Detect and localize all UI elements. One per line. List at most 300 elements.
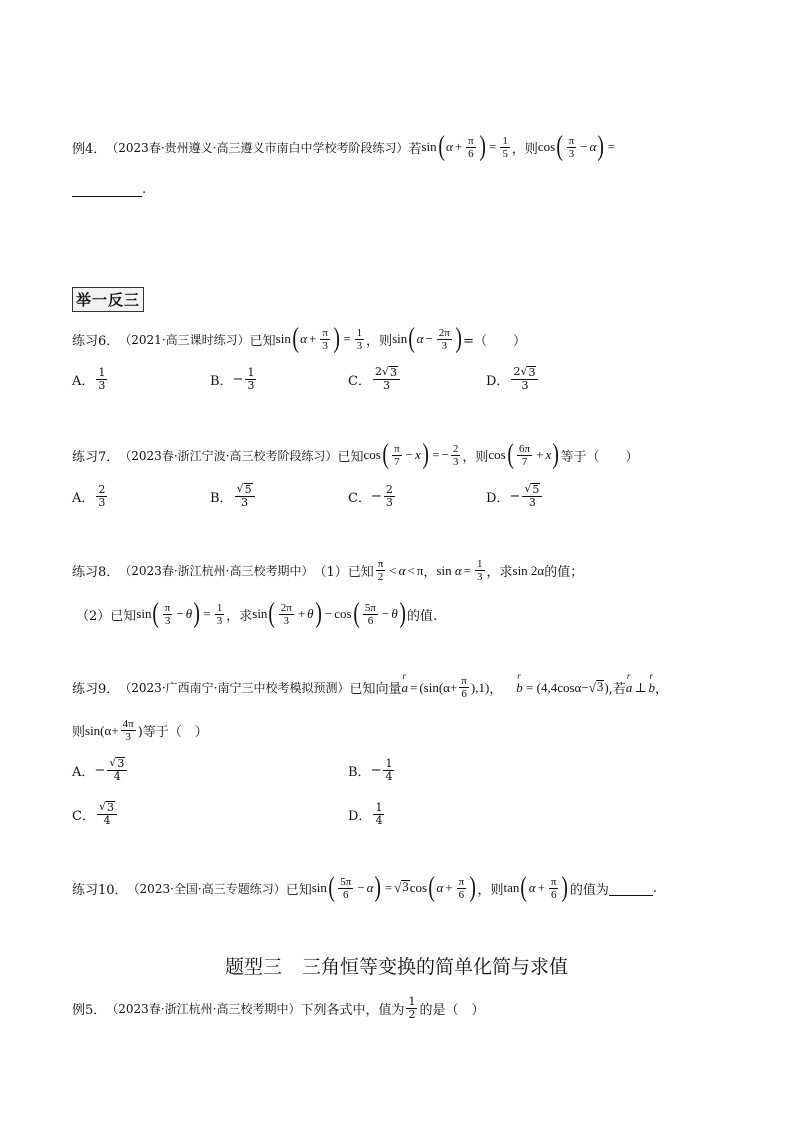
math-token [522, 483, 542, 497]
practice-9-choices-row-2 [72, 801, 386, 827]
ex4-comma: ，则 [511, 141, 538, 157]
p8-ask1b: 的值； [544, 565, 584, 580]
p9-choices-0-root: 3 [117, 757, 125, 770]
p8-theta: θ [391, 606, 398, 621]
ex4-six: 6 [468, 147, 474, 160]
p10-minus: − [357, 880, 365, 895]
section-title [0, 952, 793, 979]
p9-root: 3 [596, 678, 604, 694]
ex4-sin: sin [421, 139, 437, 154]
p8-sep: ， [423, 565, 437, 580]
math-token: ( [428, 872, 436, 903]
p7-neg: − [441, 447, 449, 462]
ex4-minus: − [580, 139, 588, 154]
math-token: √ 3 [109, 756, 125, 770]
p8-pi: π [377, 558, 384, 570]
ex4-cos: cos [537, 139, 556, 154]
example-4-target [538, 133, 617, 161]
math-token: √ 3 [98, 800, 114, 814]
example-4-formula [421, 133, 511, 161]
math-token: ( [507, 439, 514, 470]
p6-sin: sin [275, 331, 291, 346]
p8-three: 3 [164, 614, 171, 627]
p7-x: x [415, 447, 421, 462]
practice-9-question [72, 718, 733, 743]
p10-six: 6 [550, 888, 557, 901]
math-token [373, 802, 384, 827]
p10-source: （2023·全国·高三专题练习） [127, 881, 286, 896]
p8-three: 3 [477, 571, 483, 583]
math-token: ( [328, 872, 335, 903]
example-4 [72, 133, 733, 161]
p8-part1: （1）已知 [313, 565, 374, 580]
p8-source: （2023春·浙江杭州·高三校考期中） [119, 564, 314, 578]
choice-b[interactable] [210, 483, 348, 509]
p8-one: 1 [216, 601, 223, 614]
math-token [384, 484, 395, 509]
math-token [500, 135, 510, 160]
p8-label: 练习8． [72, 565, 120, 580]
math-token [517, 443, 532, 468]
math-token: ( [152, 598, 160, 629]
answer-blank [609, 881, 653, 896]
p8-theta: θ [307, 606, 314, 621]
p10-eq: = [384, 880, 393, 895]
math-token [163, 602, 173, 627]
ex4-alpha: α [589, 139, 597, 154]
p10-alpha: α [436, 880, 444, 895]
p7-choices-0-letter: A． [72, 490, 95, 506]
math-token: ) [552, 439, 560, 470]
p8-two: 2 [377, 571, 384, 583]
p7-two: 2 [452, 442, 459, 455]
practice-6 [72, 325, 733, 353]
p7-choices-1-root: 5 [244, 483, 252, 496]
p8-ask2: ，求 [226, 608, 253, 624]
p7-choices-2-num: 2 [385, 482, 393, 496]
p7-source: （2023春·浙江宁波·高三校考阶段练习） [119, 448, 338, 463]
p6-one: 1 [356, 326, 363, 339]
p6-choices-1-sign: − [232, 371, 244, 387]
math-token [437, 327, 452, 352]
math-token [451, 443, 461, 468]
math-token: ) [561, 872, 569, 903]
math-token [96, 484, 107, 509]
math-token [85, 718, 138, 743]
ex5-source: （2023春·浙江杭州·高三校考期中） [106, 1002, 301, 1016]
math-token [459, 675, 469, 700]
p9-choices-3-letter: D． [348, 808, 372, 824]
math-token [107, 757, 127, 783]
example-4-label: 例4． [72, 141, 107, 157]
p8-alpha: α [398, 562, 406, 578]
section-heading: 三角恒等变换的简单化简与求值 [302, 956, 569, 978]
p8-sin: sin [252, 606, 268, 621]
p8-plus: + [297, 606, 306, 621]
math-token [235, 483, 255, 497]
p7-cos: cos [363, 447, 381, 462]
math-token [245, 367, 256, 392]
p9-choices-2-den: 4 [103, 814, 111, 827]
math-token: ) [314, 598, 322, 629]
p6-minus: − [425, 331, 433, 346]
practice-8-part-2 [76, 600, 733, 628]
p7-plus: + [536, 447, 544, 462]
p10-root: 3 [402, 879, 409, 894]
p8-pi: π [164, 601, 171, 614]
p9-choices-1-num: 1 [385, 756, 393, 770]
p10-end: . [652, 880, 657, 896]
p9-choices-0-den: 4 [113, 770, 121, 783]
p10-pi: π [458, 875, 465, 888]
p7-choices-0-num: 2 [98, 482, 106, 496]
p8-lt2: < [407, 562, 415, 578]
p6-choices-3-den: 3 [521, 379, 529, 392]
math-token [215, 602, 225, 627]
math-token [376, 558, 386, 583]
p9-bvec2: ) [604, 679, 609, 695]
p8-ask1a: ，求 [486, 565, 513, 580]
math-token: ( [292, 323, 299, 354]
math-token: ) [333, 323, 340, 354]
math-token [279, 602, 294, 627]
p10-comma: ，则 [477, 882, 504, 898]
p9-a: a [625, 679, 633, 695]
p7-eq: = [432, 447, 440, 462]
math-token: √ 5 [236, 482, 252, 496]
p9-text: 已知向量 [349, 682, 402, 697]
math-token: ) [374, 872, 382, 903]
p6-alpha: α [416, 331, 424, 346]
p9-cond: ,若 [608, 682, 626, 697]
math-token: ( [520, 872, 528, 903]
ex5-two: 2 [408, 1008, 416, 1021]
p8-minus: − [324, 606, 333, 621]
p9-avec2: ),1) [470, 679, 490, 695]
p9-arrowb: r [517, 670, 521, 681]
p7-text: 已知 [337, 449, 364, 465]
ex4-plus: + [454, 139, 463, 154]
p6-choices-1-den: 3 [247, 378, 255, 392]
math-token [235, 483, 255, 509]
p7-choices-2-den: 3 [385, 495, 393, 509]
p9-perp: ⊥ [634, 679, 647, 695]
p6-pi: π [322, 326, 328, 339]
math-token [136, 600, 226, 628]
math-token [383, 758, 394, 783]
p10-alpha: α [528, 880, 536, 895]
ex4-eq2: = [607, 139, 615, 154]
p9-choices-2-letter: C． [72, 808, 95, 824]
p9-choices-1-letter: B． [348, 764, 371, 780]
math-token: ( [556, 131, 564, 162]
p6-choices-2-den: 3 [382, 379, 390, 392]
p8-six: 6 [367, 614, 374, 627]
p10-text: 已知 [285, 882, 312, 898]
p7-choices-3-den: 3 [528, 496, 536, 509]
p7-tail: 等于（ ） [560, 449, 639, 465]
p8-ask2b: 的值. [407, 608, 438, 624]
math-token: √ 3 [381, 365, 397, 379]
example-4-source: （2023春·贵州遵义·高三遵义市南白中学校考阶段练习） [106, 140, 409, 155]
p10-label: 练习10． [72, 882, 128, 898]
math-token [522, 483, 542, 509]
math-token [312, 874, 478, 902]
p6-tail: =（ ） [463, 333, 527, 349]
p7-comma: ，则 [462, 449, 489, 465]
ex4-eq: = [489, 139, 497, 154]
math-token: ) [422, 439, 429, 470]
p6-three: 3 [356, 339, 363, 352]
ex5-text: 下列各式中，值为 [300, 1003, 405, 1018]
math-token [457, 876, 467, 901]
p6-text: 已知 [249, 333, 276, 349]
p8-pi2: π [416, 562, 424, 578]
p6-sin: sin [392, 331, 408, 346]
ex5-label: 例5． [72, 1003, 107, 1018]
math-token [363, 441, 462, 469]
p6-source: （2021·高三课时练习） [119, 332, 250, 347]
p9-choices-0-letter: A． [72, 764, 95, 780]
p6-choices-0-num: 1 [98, 365, 106, 379]
p9-arrowa: r [402, 670, 406, 681]
math-token [252, 600, 407, 628]
p9-choices-3-num: 1 [375, 800, 383, 814]
p7-choices-3-sign: − [509, 488, 521, 504]
p8-theta: θ [185, 606, 193, 621]
p9-fourpi: 4π [122, 718, 134, 730]
p9-choices-0-sign: − [94, 762, 106, 778]
p6-choices-1-num: 1 [247, 365, 255, 379]
p10-plus: + [537, 880, 545, 895]
p9-choices-1-sign: − [370, 762, 382, 778]
p6-choices-0-letter: A． [72, 373, 95, 389]
p10-six: 6 [458, 888, 465, 901]
math-token [392, 325, 463, 353]
math-token: ) [455, 323, 462, 354]
p9-b: b [516, 679, 523, 695]
p10-six: 6 [343, 888, 349, 901]
ex4-one: 1 [502, 134, 508, 147]
math-token: √ 3 [588, 678, 604, 695]
p10-pi: π [550, 875, 557, 888]
p8-eq: = [203, 606, 211, 621]
p9-then: 则 [72, 725, 86, 740]
choice-d[interactable] [348, 802, 386, 827]
p9-bvec1: = (4,4cosα− [526, 679, 589, 695]
p9-sep: ， [489, 682, 503, 697]
ex4-end: . [142, 182, 147, 197]
ex4-alpha: α [445, 139, 453, 154]
math-token: ( [408, 323, 416, 354]
p7-label: 练习7． [72, 449, 120, 465]
math-token: ) [597, 131, 605, 162]
p8-sin: sin [136, 606, 152, 621]
p9-avec1: (sin(α+ [419, 679, 458, 695]
math-token [401, 670, 490, 700]
ex5-one: 1 [408, 995, 416, 1008]
math-token: √ 3 [394, 879, 409, 895]
p6-three: 3 [322, 339, 328, 352]
math-token [511, 366, 538, 392]
practice-7 [72, 441, 733, 469]
p6-choices-2-letter: C． [348, 373, 371, 389]
math-token [107, 757, 127, 771]
p7-choices-0-den: 3 [98, 495, 106, 509]
math-token [97, 801, 117, 827]
choice-a[interactable] [72, 757, 348, 783]
p7-minus: − [405, 447, 414, 462]
math-token: ( [382, 439, 389, 470]
p9-tail: )等于（ ） [137, 725, 208, 740]
p9-b: b [648, 679, 656, 695]
math-token [625, 670, 633, 696]
math-token [373, 366, 400, 380]
p9-arrowb: r [649, 670, 654, 681]
practice-9-choices-row-1 [72, 757, 396, 783]
ex4-pi: π [468, 134, 474, 147]
math-token [511, 366, 538, 380]
p6-choices-2-root: 3 [389, 366, 397, 379]
math-token [276, 325, 366, 353]
math-token [320, 327, 330, 352]
p9-sin: sin(α+ [85, 722, 119, 738]
p8-twopi: 2π [280, 601, 292, 614]
p8-eq: = [463, 562, 471, 578]
example-4-text: 若 [408, 141, 422, 157]
p8-cos: cos [334, 606, 352, 621]
math-token: ) [193, 598, 201, 629]
math-token: ( [438, 131, 445, 162]
p7-x: x [545, 447, 552, 462]
choice-c[interactable] [348, 484, 486, 509]
p6-choices-1-letter: B． [210, 373, 233, 389]
p10-tan: tan [503, 880, 520, 895]
ex4-three: 3 [568, 147, 575, 160]
p9-eq: = [409, 679, 418, 695]
p8-three: 3 [283, 614, 290, 627]
p9-source: （2023·广西南宁·南宁三中校考模拟预测） [119, 681, 350, 695]
math-token [97, 801, 117, 815]
p6-comma: ，则 [366, 333, 393, 349]
p9-a: a [401, 679, 408, 695]
p8-one: 1 [477, 558, 483, 570]
p7-cos: cos [488, 447, 506, 462]
p8-sin: sin [436, 562, 452, 578]
math-token [567, 135, 577, 160]
math-token [516, 670, 523, 696]
math-token [475, 558, 485, 583]
p6-choices-3-root: 3 [528, 366, 536, 379]
p7-three: 3 [452, 455, 459, 468]
math-token [392, 443, 402, 468]
p10-tail: 的值为 [569, 882, 609, 898]
choice-d[interactable] [486, 483, 544, 509]
p6-eq: = [343, 331, 351, 346]
p6-choices-0-den: 3 [98, 378, 106, 392]
p8-fivepi: 5π [364, 601, 376, 614]
math-token [121, 718, 136, 743]
practice-8-part-1 [72, 558, 733, 583]
math-token [373, 366, 400, 392]
practice-9 [72, 670, 733, 700]
ex5-tail: 的是（ ） [419, 1003, 485, 1018]
practice-10 [72, 874, 733, 902]
p10-alpha: α [366, 880, 374, 895]
math-token: ) [399, 598, 406, 629]
p7-choices-1-letter: B． [210, 490, 233, 506]
math-token [374, 558, 424, 583]
p8-lt: < [389, 562, 397, 578]
p9-arrowa: r [626, 670, 631, 681]
section-tag: 举一反三 [72, 287, 144, 312]
math-token [363, 602, 378, 627]
p9-choices-1-den: 4 [385, 769, 393, 783]
choice-b[interactable] [210, 367, 348, 392]
choice-b[interactable] [348, 758, 396, 783]
math-token [648, 670, 656, 696]
choice-c[interactable] [348, 366, 486, 392]
math-token [401, 670, 408, 696]
math-token: √ 5 [524, 482, 540, 496]
math-token [436, 558, 486, 583]
ex4-five: 5 [502, 147, 508, 160]
p10-sin: sin [311, 880, 327, 895]
math-token [625, 670, 656, 696]
p9-choices-3-den: 4 [375, 813, 383, 827]
practice-7-choices [72, 483, 544, 509]
p7-choices-3-letter: D． [486, 490, 510, 506]
math-token [406, 996, 417, 1021]
p6-label: 练习6． [72, 333, 120, 349]
p6-three: 3 [441, 339, 448, 352]
choice-a[interactable] [72, 484, 210, 509]
example-4-answer-line [72, 182, 733, 197]
p9-pi: π [461, 675, 467, 687]
practice-6-choices [72, 366, 540, 392]
choice-d[interactable] [486, 366, 540, 392]
p9-choices-2-root: 3 [106, 801, 114, 814]
math-token: ) [469, 872, 477, 903]
p10-plus: + [445, 880, 453, 895]
p9-three: 3 [125, 731, 131, 743]
math-token: ( [268, 598, 276, 629]
p10-cos: cos [409, 880, 428, 895]
choice-c[interactable] [72, 801, 348, 827]
p7-choices-2-sign: − [370, 488, 382, 504]
section-number: 题型三 [224, 956, 282, 978]
p7-choices-1-den: 3 [241, 496, 249, 509]
p10-fivepi: 5π [340, 875, 352, 888]
math-token [466, 135, 476, 160]
p7-pi: π [394, 442, 400, 455]
p9-label: 练习9． [72, 682, 120, 697]
math-token [488, 441, 560, 469]
p6-twopi: 2π [438, 326, 450, 339]
p6-choices-3-num: 2 [513, 365, 521, 378]
math-token: √ 3 [520, 365, 536, 379]
math-token [504, 874, 570, 902]
p7-choices-2-letter: C． [348, 490, 371, 506]
choice-a[interactable] [72, 367, 210, 392]
p6-alpha: α [300, 331, 307, 346]
example-5 [72, 996, 733, 1021]
math-token [549, 876, 559, 901]
p8-alpha: α [454, 562, 462, 578]
answer-blank [72, 182, 142, 197]
p6-choices-2-num: 2 [374, 365, 382, 378]
math-token [355, 327, 365, 352]
